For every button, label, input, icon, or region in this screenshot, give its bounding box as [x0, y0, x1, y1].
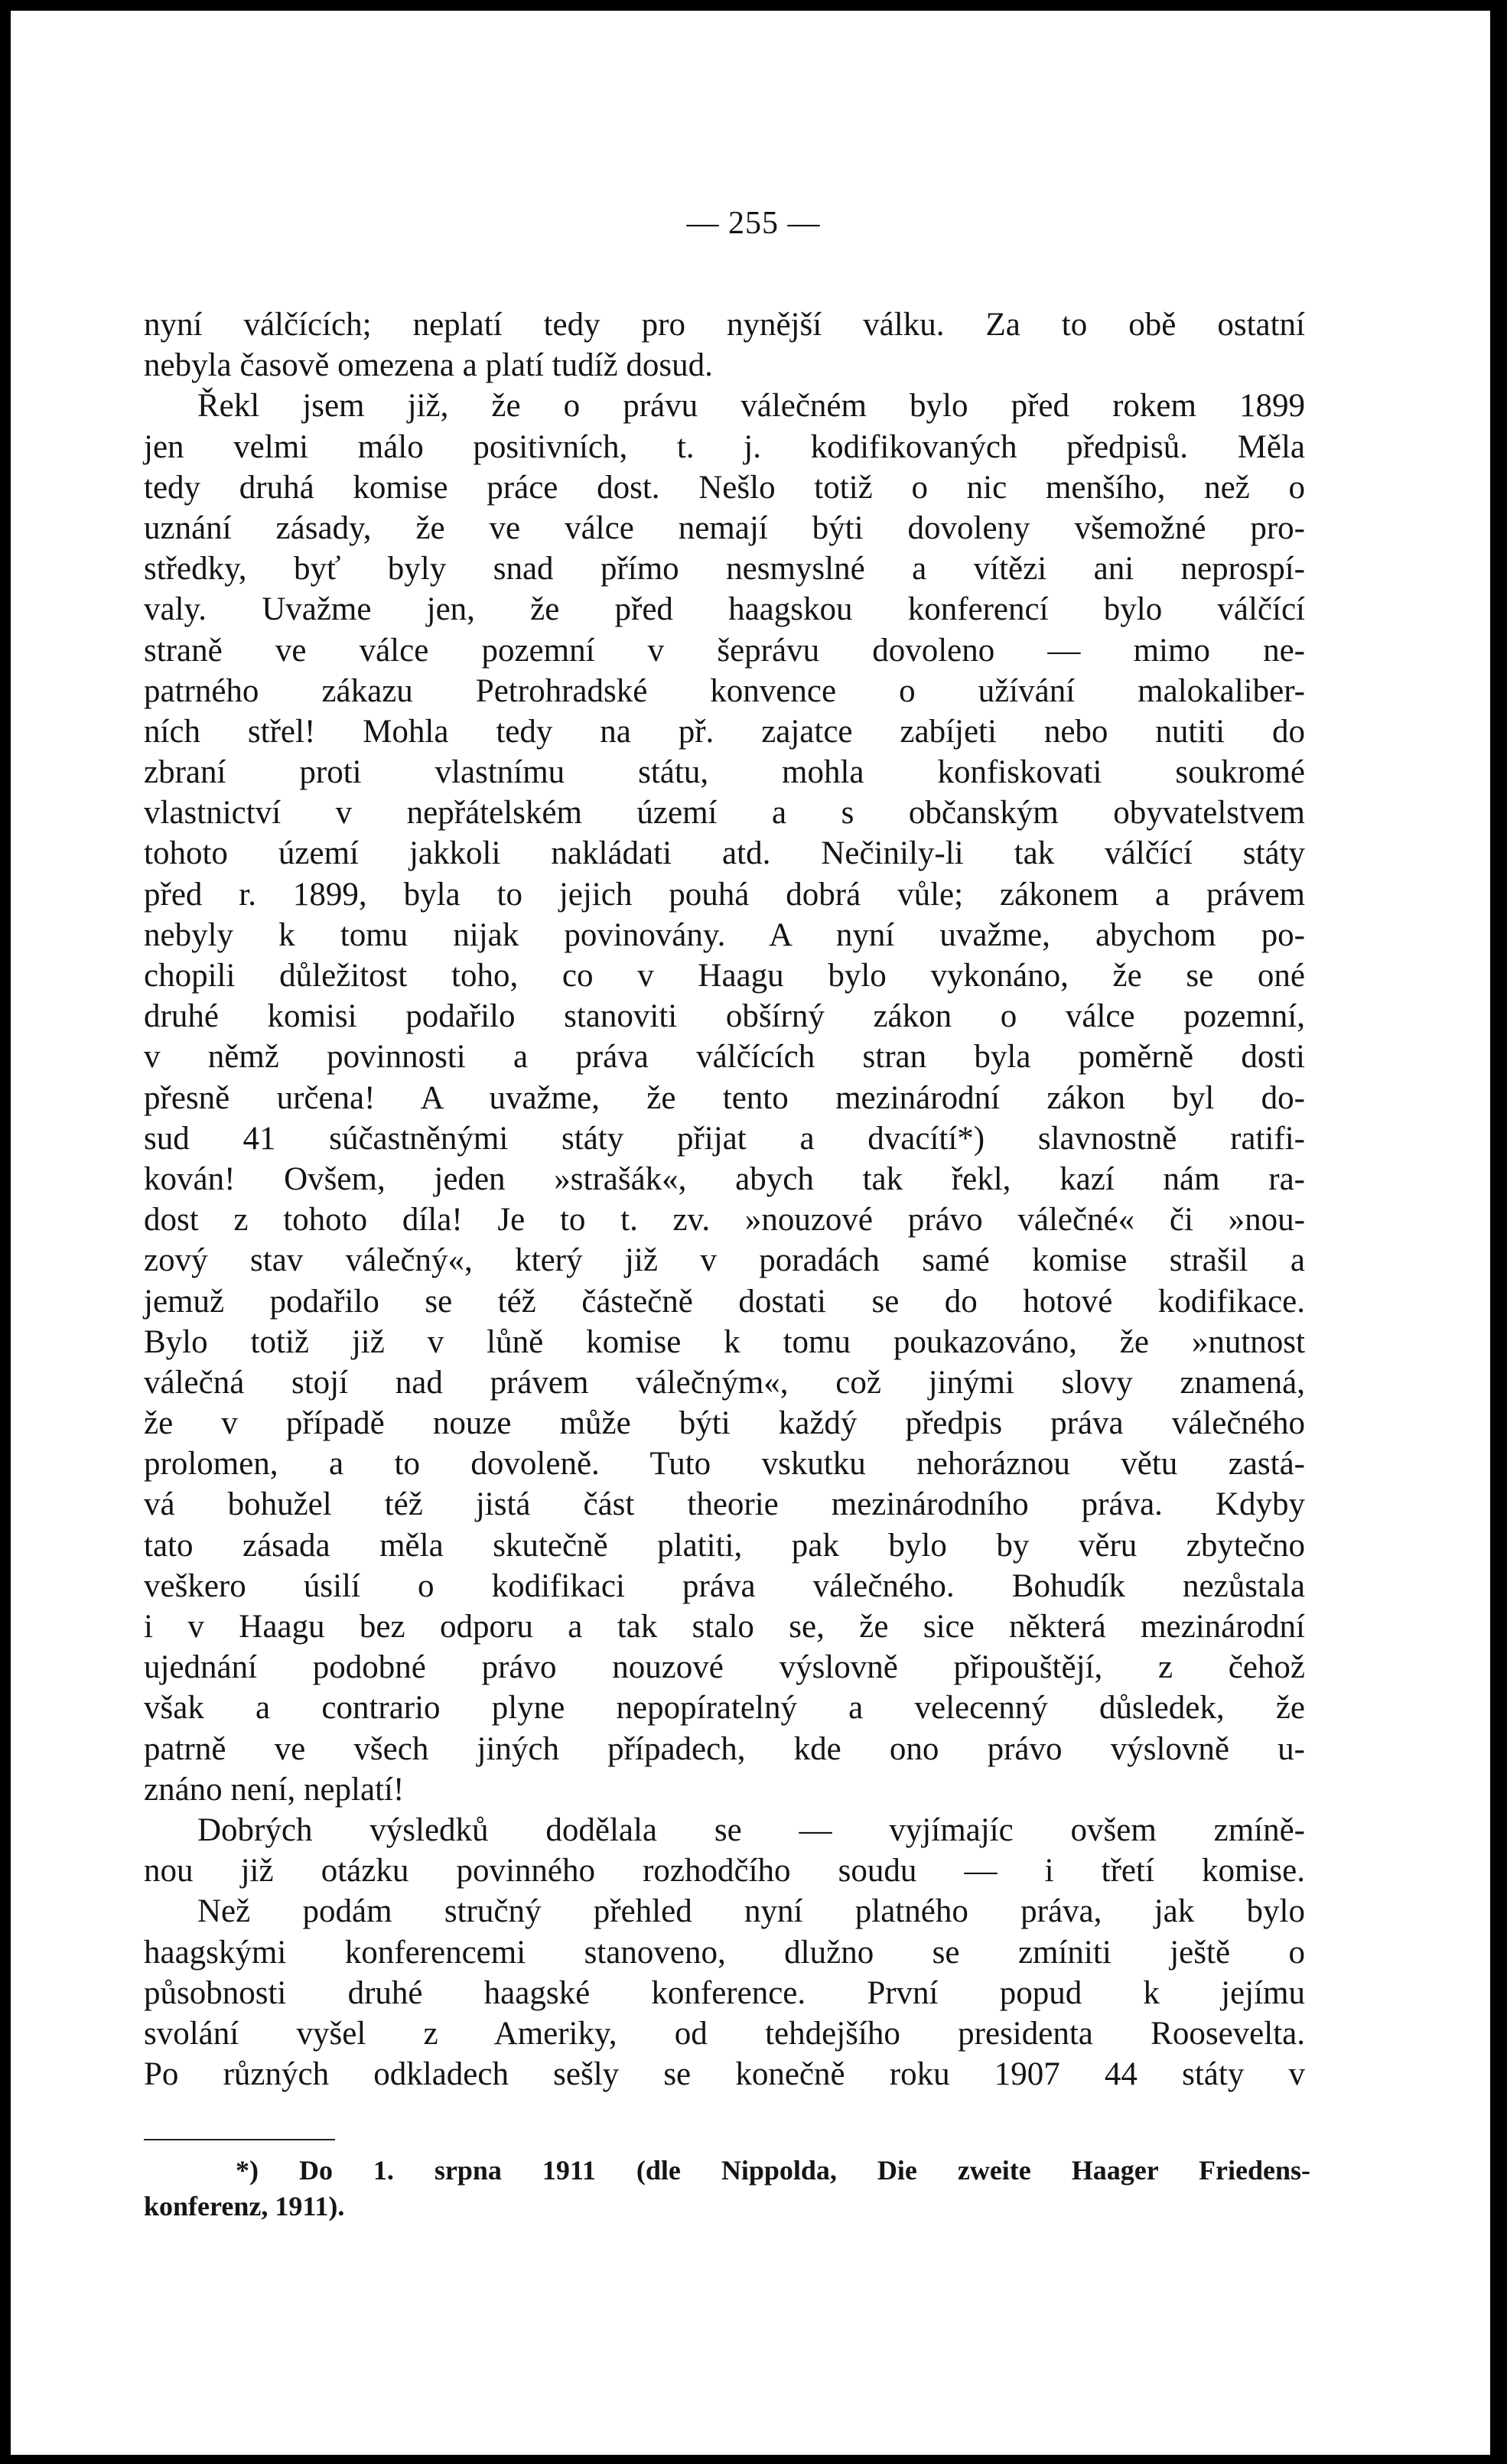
text-line: Dobrých výsledků dodělala se — vyjímajíc ovšem zmíně-	[197, 1811, 1305, 1848]
text-line: před r. 1899, byla to jejich pouhá dobrá vůle; zákonem a právem	[144, 876, 1305, 913]
text-line: kován! Ovšem, jeden »strašák«, abych tak řekl, kazí nám ra-	[144, 1160, 1305, 1197]
text-line: nebyla časově omezena a platí tudíž dosud.	[144, 347, 713, 384]
text-line: tohoto území jakkoli nakládati atd. Nečinily-li tak válčící státy	[144, 835, 1305, 872]
text-line: prolomen, a to dovoleně. Tuto vskutku nehoráznou větu zastá-	[144, 1446, 1305, 1483]
scan-border-top	[0, 0, 1507, 11]
text-line: i v Haagu bez odporu a tak stalo se, že sice některá mezinárodní	[144, 1609, 1305, 1645]
body-text	[144, 304, 1305, 2095]
text-line: znáno není, neplatí!	[144, 1771, 405, 1808]
text-line: vá bohužel též jistá část theorie mezinárodního práva. Kdyby	[144, 1486, 1305, 1523]
text-line: působnosti druhé haagské konference. První popud k jejímu	[144, 1974, 1305, 2011]
text-line: ních střel! Mohla tedy na př. zajatce zabíjeti nebo nutiti do	[144, 713, 1305, 750]
text-line: haagskými konferencemi stanoveno, dlužno se zmíniti ještě o	[144, 1934, 1305, 1971]
scan-border-left	[0, 0, 11, 2464]
text-line: vlastnictví v nepřátelském území a s občanským obyvatelstvem	[144, 795, 1305, 832]
text-line: zbraní proti vlastnímu státu, mohla konfiskovati soukromé	[144, 754, 1305, 791]
text-line: nyní válčících; neplatí tedy pro nynější válku. Za to obě ostatní	[144, 307, 1305, 343]
text-line: uznání zásady, že ve válce nemají býti dovoleny všemožné pro-	[144, 509, 1305, 546]
footnote-line: *) Do 1. srpna 1911 (dle Nippolda, Die zweite Haager Friedens-	[236, 2155, 1310, 2186]
text-line: středky, byť byly snad přímo nesmyslné a vítězi ani neprospí-	[144, 551, 1305, 588]
text-line: nou již otázku povinného rozhodčího soudu — i třetí komise.	[144, 1853, 1305, 1890]
text-line: zový stav válečný«, který již v poradách samé komise strašil a	[144, 1242, 1305, 1279]
page-number: — 255 —	[686, 206, 821, 241]
text-line: druhé komisi podařilo stanoviti obšírný zákon o válce pozemní,	[144, 998, 1305, 1035]
text-line: valy. Uvažme jen, že před haagskou konferencí bylo válčící	[144, 591, 1305, 628]
text-line: tato zásada měla skutečně platiti, pak bylo by věru zbytečno	[144, 1527, 1305, 1564]
text-line: v němž povinnosti a práva válčících stran byla poměrně dosti	[144, 1039, 1305, 1076]
text-line: přesně určena! A uvažme, že tento mezinárodní zákon byl do-	[144, 1079, 1305, 1116]
text-line: Než podám stručný přehled nyní platného práva, jak bylo	[197, 1893, 1305, 1930]
text-line: sud 41 súčastněnými státy přijat a dvacítí*) slavnostně ratifi-	[144, 1120, 1305, 1157]
text-line: jemuž podařilo se též částečně dostati se do hotové kodifikace.	[144, 1283, 1305, 1320]
text-line: Řekl jsem již, že o právu válečném bylo před rokem 1899	[197, 388, 1305, 425]
text-line: Bylo totiž již v lůně komise k tomu poukazováno, že »nutnost	[144, 1323, 1305, 1360]
text-line: chopili důležitost toho, co v Haagu bylo vykonáno, že se oné	[144, 958, 1305, 994]
scan-border-right	[1490, 0, 1507, 2464]
text-line: patrně ve všech jiných případech, kde ono právo výslovně u-	[144, 1730, 1305, 1767]
text-line: nebyly k tomu nijak povinovány. A nyní uvažme, abychom po-	[144, 916, 1305, 953]
scan-border-bottom	[0, 2455, 1507, 2464]
footnote-line: konferenz, 1911).	[144, 2191, 345, 2222]
text-line: jen velmi málo positivních, t. j. kodifikovaných předpisů. Měla	[144, 428, 1305, 465]
text-line: svolání vyšel z Ameriky, od tehdejšího presidenta Roosevelta.	[144, 2015, 1305, 2052]
footnote-divider	[144, 2139, 335, 2140]
text-line: že v případě nouze může býti každý předpis práva válečného	[144, 1405, 1305, 1442]
text-line: veškero úsilí o kodifikaci práva válečného. Bohudík nezůstala	[144, 1567, 1305, 1604]
text-line: patrného zákazu Petrohradské konvence o užívání malokaliber-	[144, 672, 1305, 709]
text-line: Po různých odkladech sešly se konečně roku 1907 44 státy v	[144, 2056, 1305, 2093]
text-line: válečná stojí nad právem válečným«, což jinými slovy znamená,	[144, 1364, 1305, 1401]
text-line: tedy druhá komise práce dost. Nešlo totiž o nic menšího, než o	[144, 469, 1305, 506]
text-line: však a contrario plyne nepopíratelný a velecenný důsledek, že	[144, 1690, 1305, 1727]
text-line: straně ve válce pozemní v šeprávu dovoleno — mimo ne-	[144, 632, 1305, 669]
footnote	[144, 2153, 1310, 2225]
text-line: ujednání podobné právo nouzové výslovně připouštějí, z čehož	[144, 1649, 1305, 1686]
text-line: dost z tohoto díla! Je to t. zv. »nouzové právo válečné« či »nou-	[144, 1202, 1305, 1239]
